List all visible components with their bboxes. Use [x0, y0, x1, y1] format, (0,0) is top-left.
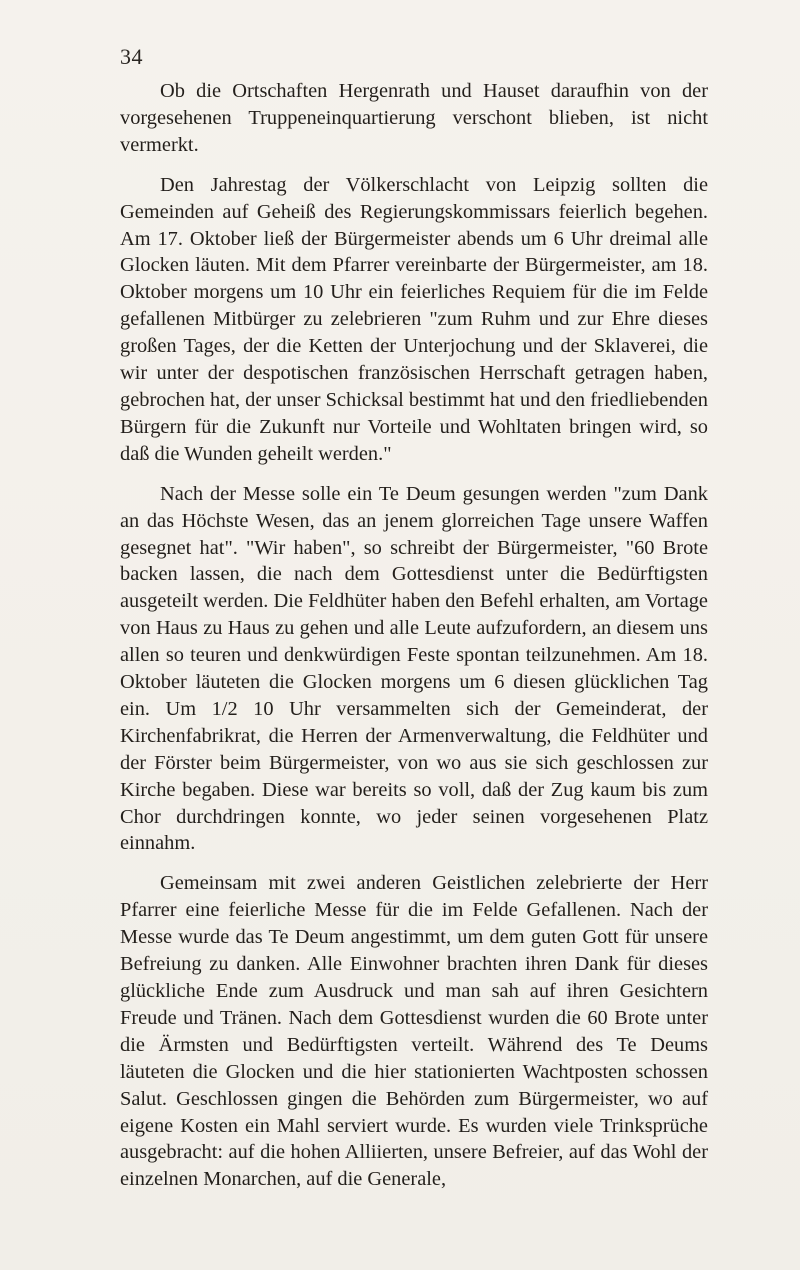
paragraph: Gemeinsam mit zwei anderen Geistlichen zelebrierte der Herr Pfarrer eine feierliche Messe für die im Felde Gefallenen. Nach der Messe wurde das Te Deum angestimmt, um dem guten Gott für unsere Befreiung zu danken. Alle Einwohner brachten ihren Dank für dieses glückliche Ende zum Ausdruck und man sah auf ihren Gesichtern Freude und Tränen. Nach dem Gottesdienst wurden die 60 Brote unter die Ärmsten und Bedürftigsten verteilt. Während des Te Deums läuteten die Glocken und die hier stationierten Wachtposten schossen Salut. Geschlossen gingen die Behörden zum Bürgermeister, wo auf eigene Kosten ein Mahl serviert wurde. Es wurden viele Trinksprüche ausgebracht: auf die hohen Alliierten, unsere Befreier, auf das Wohl der einzelnen Monarchen, auf die Generale,: [120, 872, 708, 1191]
paragraph: Ob die Ortschaften Hergenrath und Hauset daraufhin von der vorgesehenen Truppeneinquartierung verschont blieben, ist nicht vermerkt.: [120, 80, 708, 156]
page-number: 34: [120, 44, 143, 69]
body-text: [120, 78, 708, 1206]
paragraph: Nach der Messe solle ein Te Deum gesungen werden "zum Dank an das Höchste Wesen, das an jenem glorreichen Tage unsere Waffen gesegnet hat". "Wir haben", so schreibt der Bürgermeister, "60 Brote backen lassen, die nach dem Gottesdienst unter die Bedürftigsten ausgeteilt werden. Die Feldhüter haben den Befehl erhalten, am Vortage von Haus zu Haus zu gehen und alle Leute aufzufordern, an diesem uns allen so teuren und denkwürdigen Feste spontan teilzunehmen. Am 18. Oktober läuteten die Glocken morgens um 6 diesen glücklichen Tag ein. Um 1/2 10 Uhr versammelten sich der Gemeinderat, der Kirchenfabrikrat, die Herren der Armenverwaltung, die Feldhüter und der Förster beim Bürgermeister, von wo aus sie sich geschlossen zur Kirche begaben. Diese war bereits so voll, daß der Zug kaum bis zum Chor durchdringen konnte, wo jeder seinen vorgesehenen Platz einnahm.: [120, 482, 708, 855]
paragraph: Den Jahrestag der Völkerschlacht von Leipzig sollten die Gemeinden auf Geheiß des Regierungskommissars feierlich begehen. Am 17. Oktober ließ der Bürgermeister abends um 6 Uhr dreimal alle Glocken läuten. Mit dem Pfarrer vereinbarte der Bürgermeister, am 18. Oktober morgens um 10 Uhr ein feierliches Requiem für die im Felde gefallenen Mitbürger zu zelebrieren "zum Ruhm und zur Ehre dieses großen Tages, der die Ketten der Unterjochung und der Sklaverei, die wir unter der despotischen französischen Herrschaft getragen haben, gebrochen hat, der unser Schicksal bestimmt hat und den friedliebenden Bürgern für die Zukunft nur Vorteile und Wohltaten bringen wird, so daß die Wunden geheilt werden.": [120, 173, 708, 465]
